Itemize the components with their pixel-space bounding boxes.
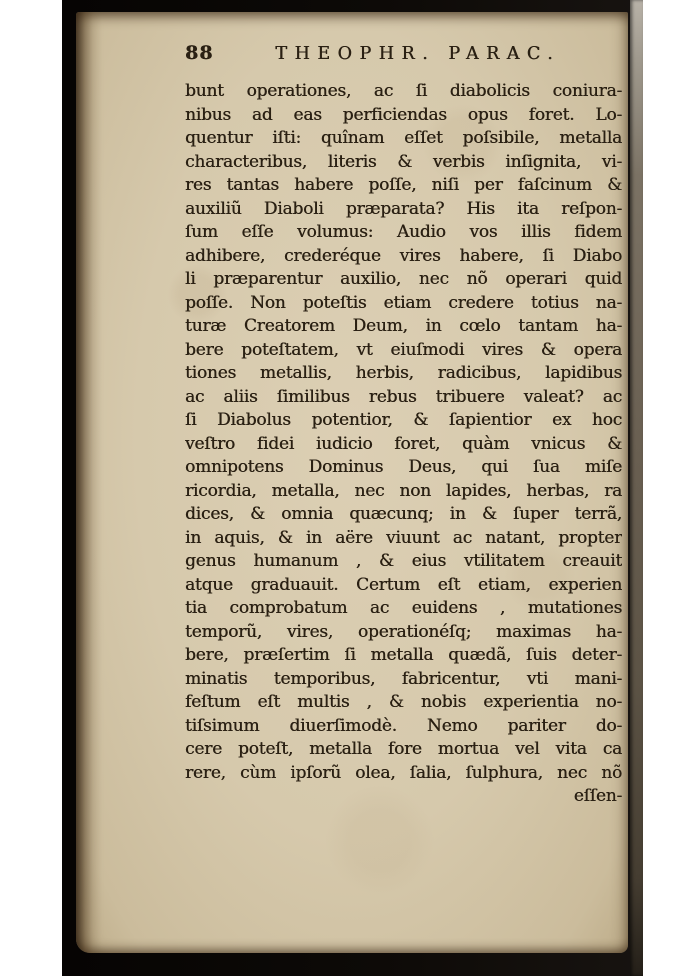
text-line: rere, cùm ipſorũ olea, ſalia, ſulphura, nec nõ xyxy=(185,762,622,783)
text-line: tia comprobatum ac euidens , mutationes xyxy=(185,598,622,618)
catchword: eſſen- xyxy=(573,786,622,806)
text-line: tiones metallis, herbis, radicibus, lapidibus xyxy=(185,363,622,383)
text-line: veſtro fidei iudicio foret, quàm vnicus & xyxy=(185,433,622,454)
text-line: li præparentur auxilio, nec nõ operari quid xyxy=(185,269,622,289)
text-line: genus humanum , & eius vtilitatem creauit xyxy=(185,551,622,571)
text-line: atque graduauit. Certum eſt etiam, experien xyxy=(185,574,622,595)
book-page xyxy=(76,12,628,953)
page-text-block xyxy=(185,42,622,809)
text-line: cere poteſt, metalla fore mortua vel vita ca xyxy=(185,739,622,759)
text-line: auxiliũ Diaboli præparata? His ita reſpon- xyxy=(185,198,622,219)
text-line: bere, præſertim ſi metalla quædã, ſuis deter- xyxy=(185,645,622,665)
text-line: tiſsimum diuerſimodè. Nemo pariter do- xyxy=(185,715,622,736)
text-line: ac aliis ſimilibus rebus tribuere valeat? ac xyxy=(185,386,622,407)
page-header xyxy=(185,42,622,66)
book-fore-edge xyxy=(630,0,643,976)
body-lines-container xyxy=(185,80,622,785)
text-line: in aquis, & in aëre viuunt ac natant, propter xyxy=(185,527,622,548)
text-line: characteribus, literis & verbis inſignita, vi- xyxy=(185,151,622,172)
body-text xyxy=(185,80,622,809)
scan-background xyxy=(62,0,643,976)
text-line: temporũ, vires, operationéſq; maximas ha- xyxy=(185,621,622,642)
text-line: nibus ad eas perficiendas opus foret. Lo- xyxy=(185,104,622,125)
text-line: bere poteſtatem, vt eiuſmodi vires & opera xyxy=(185,339,622,360)
text-line: quentur iſti: quînam eſſet poſsibile, metalla xyxy=(185,128,622,148)
text-line: ricordia, metalla, nec non lapides, herbas, ra xyxy=(185,480,622,501)
page-gutter-shadow xyxy=(76,12,102,953)
running-title: THEOPHR. PARAC. xyxy=(275,44,561,64)
text-line: poſſe. Non poteſtis etiam credere totius na- xyxy=(185,292,622,313)
text-line: omnipotens Dominus Deus, qui ſua miſe xyxy=(185,457,622,477)
text-line: feſtum eſt multis , & nobis experientia no- xyxy=(185,692,622,712)
text-line: minatis temporibus, fabricentur, vti mani- xyxy=(185,668,622,689)
text-line: turæ Creatorem Deum, in cœlo tantam ha- xyxy=(185,316,622,336)
page-number: 88 xyxy=(185,42,214,64)
text-line: dices, & omnia quæcunq; in & ſuper terrã, xyxy=(185,504,622,524)
text-line: res tantas habere poſſe, niſi per faſcinum & xyxy=(185,175,622,195)
text-line: ſum eſſe volumus: Audio vos illis fidem xyxy=(185,222,622,242)
text-line: ſi Diabolus potentior, & ſapientior ex hoc xyxy=(185,410,622,430)
text-line: bunt operationes, ac ſi diabolicis coniura- xyxy=(185,81,622,101)
text-line: adhibere, crederéque vires habere, ſi Diabo xyxy=(185,245,622,266)
